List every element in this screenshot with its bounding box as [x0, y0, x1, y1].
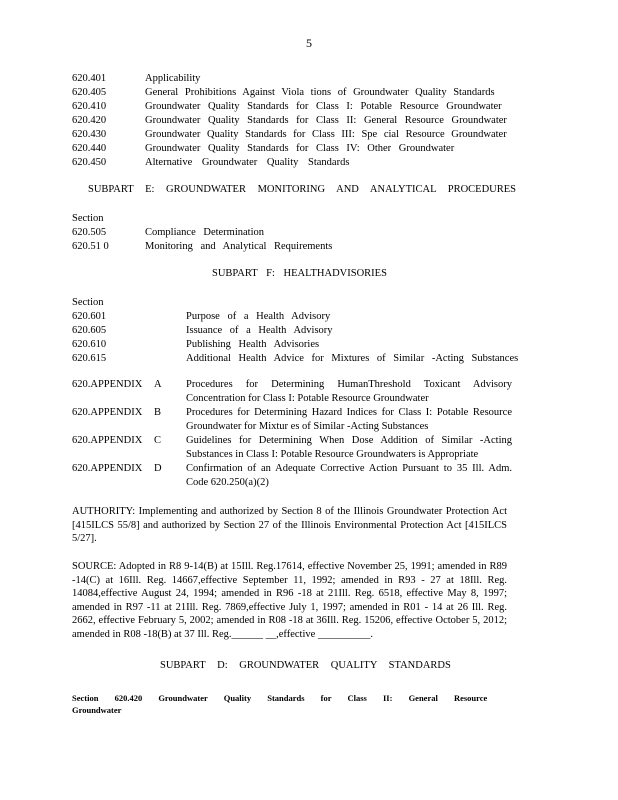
section-title: Groundwater Quality Standards for Class I: Potable Resource Groundwater [145, 101, 502, 112]
appendix-title: Procedures for Determining Hazard Indices for Class I: Potable Resource Groundwater for Mixtur es of Similar -Acting Substances [186, 407, 512, 432]
section-caption: Section 620.420 Groundwater Quality Standards for Class II: General Resource Groundwater [72, 693, 488, 715]
appendix-row [72, 434, 512, 462]
section-title: Groundwater Quality Standards for Class II: General Resource Groundwater [145, 115, 507, 126]
subpart-d-heading: SUBPART D: GROUNDWATER QUALITY STANDARDS [160, 660, 451, 671]
section-number: 620.610 [72, 339, 107, 350]
section-title: Publishing Health Advisories [186, 339, 320, 350]
section-row [72, 352, 519, 366]
section-title: Monitoring and Analytical Requirements [145, 241, 333, 252]
authority-paragraph: AUTHORITY: Implementing and authorized by Section 8 of the Illinois Groundwater Protection Act [415ILCS 55/8] and authorized by Section 27 of the Illinois Environmental Protection Act [415ILCS 5/27]. [72, 506, 507, 544]
section-label: Section [72, 213, 104, 224]
page-number: 5 [306, 36, 312, 50]
section-row [72, 324, 512, 338]
section-row [72, 156, 512, 170]
appendix-letter: C [154, 435, 162, 446]
section-row [72, 128, 512, 142]
section-row [72, 86, 512, 100]
section-title: Applicability [145, 73, 201, 84]
section-row [72, 338, 512, 352]
section-number: 620.401 [72, 73, 107, 84]
appendix-number: 620.APPENDIX [72, 463, 143, 474]
section-title: Alternative Groundwater Quality Standards [145, 157, 350, 168]
appendix-list [72, 378, 512, 490]
section-list-f [72, 296, 519, 366]
section-number: 620.615 [72, 353, 107, 364]
section-title: Purpose of a Health Advisory [186, 311, 331, 322]
section-number: 620.420 [72, 115, 107, 126]
section-number: 620.430 [72, 129, 107, 140]
section-row [72, 142, 512, 156]
section-number: 620.51 0 [72, 241, 109, 252]
appendix-row [72, 406, 512, 434]
appendix-letter: D [154, 463, 162, 474]
section-row [72, 240, 512, 254]
appendix-title: Procedures for Determining HumanThreshold Toxicant Advisory Concentration for Class I: Potable Resource Groundwater [186, 379, 512, 404]
section-row [72, 100, 512, 114]
appendix-title: Confirmation of an Adequate Corrective Action Pursuant to 35 Ill. Adm. Code 620.250(a)(2) [186, 463, 512, 488]
appendix-number: 620.APPENDIX [72, 407, 143, 418]
section-number: 620.601 [72, 311, 107, 322]
appendix-letter: A [154, 379, 162, 390]
section-title: Compliance Determination [145, 227, 265, 238]
section-label: Section [72, 297, 104, 308]
section-number: 620.440 [72, 143, 107, 154]
section-row [72, 72, 512, 86]
section-list-e [72, 212, 512, 254]
subpart-e-heading: SUBPART E: GROUNDWATER MONITORING AND ANALYTICAL PROCEDURES [88, 184, 517, 195]
section-row [72, 310, 512, 324]
section-number: 620.605 [72, 325, 107, 336]
appendix-letter: B [154, 407, 162, 418]
appendix-number: 620.APPENDIX [72, 435, 143, 446]
source-paragraph: SOURCE: Adopted in R8 9-14(B) at 15Ill. Reg.17614, effective November 25, 1991; amended in R89 -14(C) at 16Ill. Reg. 14667,effective September 11, 1992; amended in R93 - 27 at 18Ill. Reg. 14084,effective August 24, 1994; amended in R96 -18 at 21Ill. Reg. 6518, effective May 8, 1997; amended in R97 -11 at 21Ill. Reg. 7869,effective July 1, 1997; amended in R01 - 14 at 26 Ill. Reg. 2662, effective February 5, 2002; amended in R08 -18 at 36Ill. Reg. 15206, effective October 5, 2012; amended in R08 -18(B) at 37 Ill. Reg.______ __,effective __________. [72, 561, 507, 640]
appendix-row [72, 378, 512, 406]
section-title: Issuance of a Health Advisory [186, 325, 333, 336]
section-number: 620.410 [72, 101, 107, 112]
subpart-f-heading: SUBPART F: HEALTHADVISORIES [212, 268, 387, 279]
section-number: 620.505 [72, 227, 107, 238]
appendix-title: Guidelines for Determining When Dose Addition of Similar -Acting Substances in Class I: Potable Resource Groundwaters is Appropriate [186, 435, 512, 460]
section-row [72, 226, 512, 240]
section-row [72, 114, 512, 128]
section-title: Groundwater Quality Standards for Class IV: Other Groundwater [145, 143, 455, 154]
section-title: Additional Health Advice for Mixtures of Similar -Acting Substances [186, 353, 519, 364]
appendix-number: 620.APPENDIX [72, 379, 143, 390]
section-number: 620.405 [72, 87, 107, 98]
section-list-d [72, 72, 512, 170]
section-title: Groundwater Quality Standards for Class III: Spe cial Resource Groundwater [145, 129, 507, 140]
section-number: 620.450 [72, 157, 107, 168]
section-title: General Prohibitions Against Viola tions of Groundwater Quality Standards [145, 87, 495, 98]
appendix-row [72, 462, 512, 490]
